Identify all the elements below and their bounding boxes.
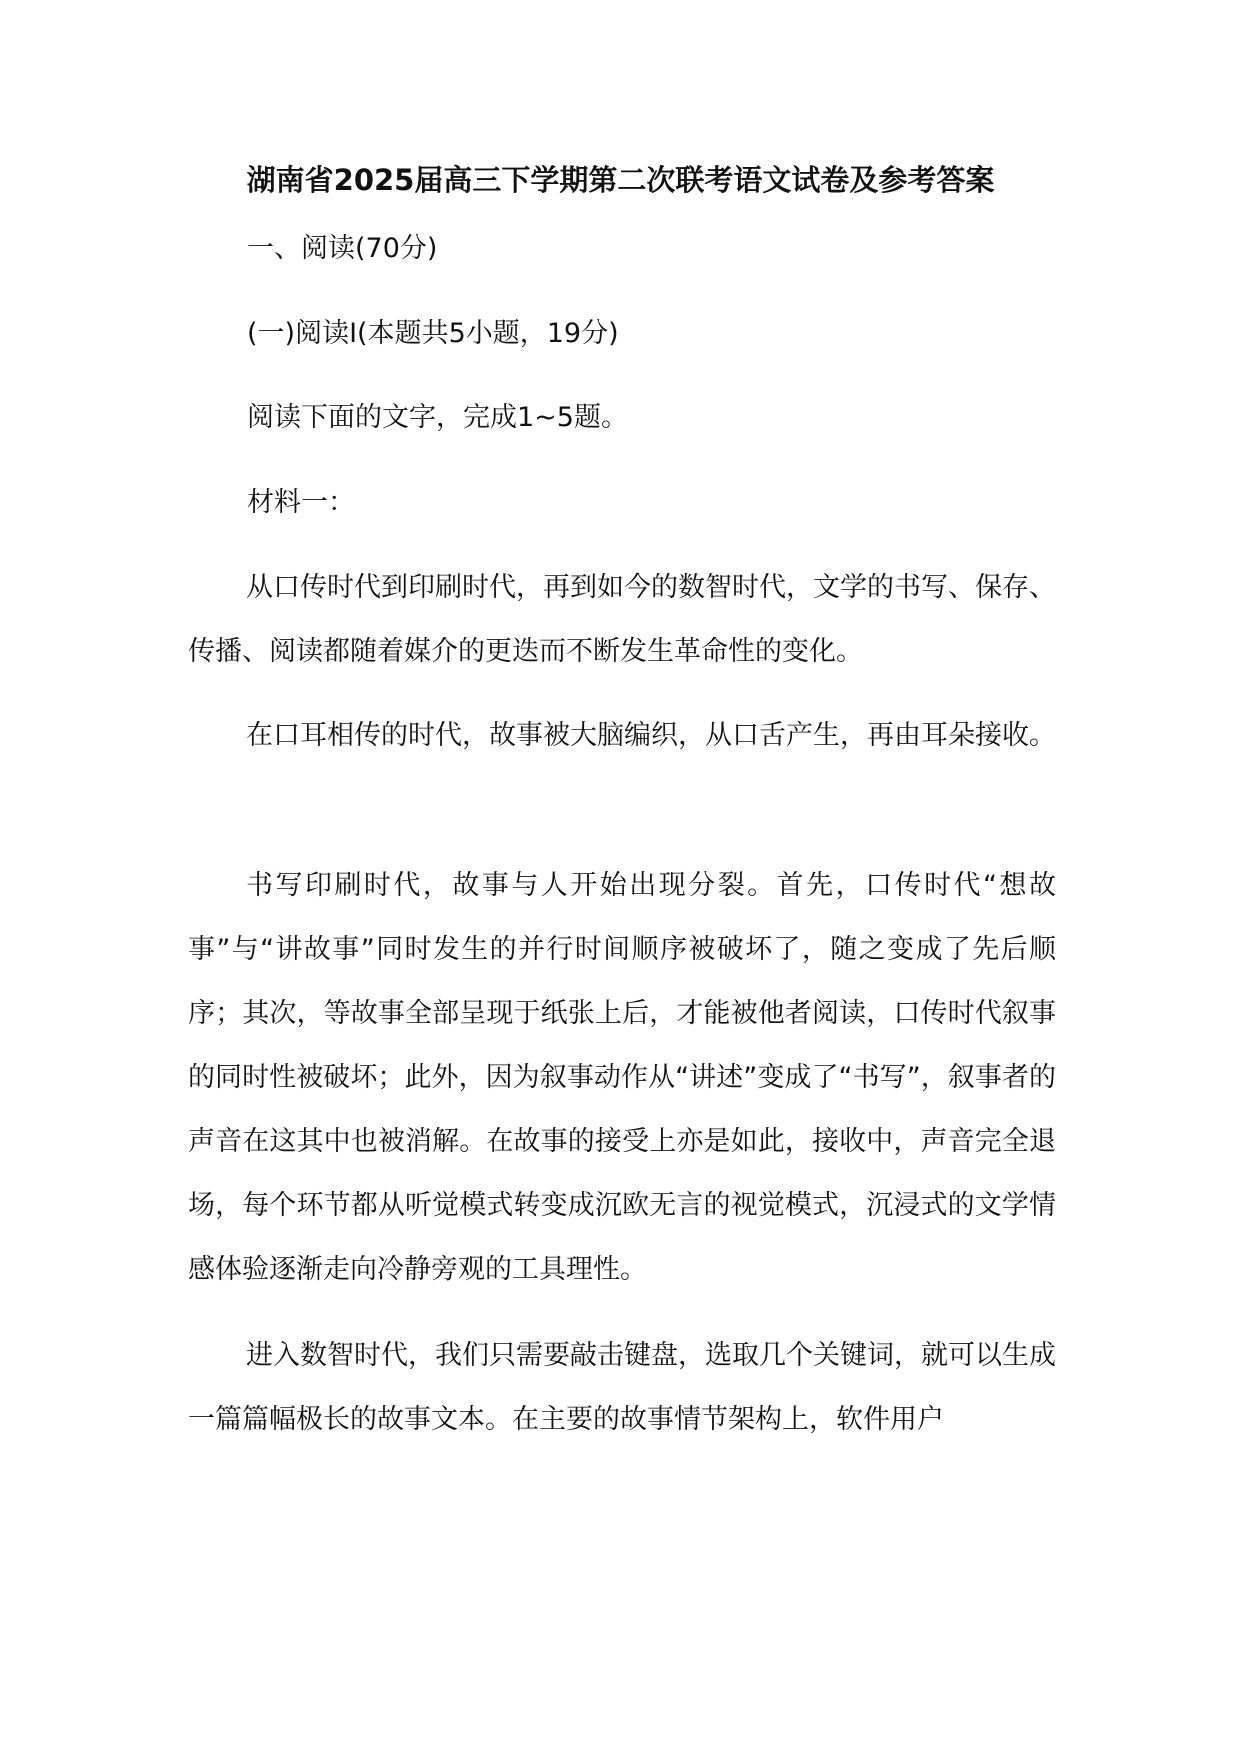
subsection-heading: (一)阅读I(本题共5小题，19分) bbox=[247, 318, 619, 349]
paragraph: 在口耳相传的时代，故事被大脑编织，从口舌产生，再由耳朵接收。 bbox=[246, 720, 1056, 751]
paragraph: 进入数智时代，我们只需要敲击键盘，选取几个关键词，就可以生成一篇篇幅极长的故事文本。在主要的故事情节架构上，软件用户 bbox=[188, 1340, 1056, 1435]
paragraph: 书写印刷时代，故事与人开始出现分裂。首先，口传时代“想故事”与“讲故事”同时发生的并行时间顺序被破坏了，随之变成了先后顺序；其次，等故事全部呈现于纸张上后，才能被他者阅读，口传时代叙事的同时性被破坏；此外，因为叙事动作从“讲述”变成了“书写”，叙事者的声音在这其中也被消解。在故事的接受上亦是如此，接收中，声音完全退场，每个环节都从听觉模式转变成沉欧无言的视觉模式，沉浸式的文学情感体验逐渐走向冷静旁观的工具理性。 bbox=[188, 870, 1056, 1285]
section-heading: 一、阅读(70分) bbox=[247, 233, 438, 264]
material-label: 材料一： bbox=[247, 487, 355, 518]
paragraph: 从口传时代到印刷时代，再到如今的数智时代，文学的书写、保存、传播、阅读都随着媒介的更迭而不断发生革命性的变化。 bbox=[188, 572, 1056, 667]
instruction-text: 阅读下面的文字，完成1~5题。 bbox=[247, 402, 628, 433]
document-title: 湖南省2025届高三下学期第二次联考语文试卷及参考答案 bbox=[246, 163, 995, 197]
